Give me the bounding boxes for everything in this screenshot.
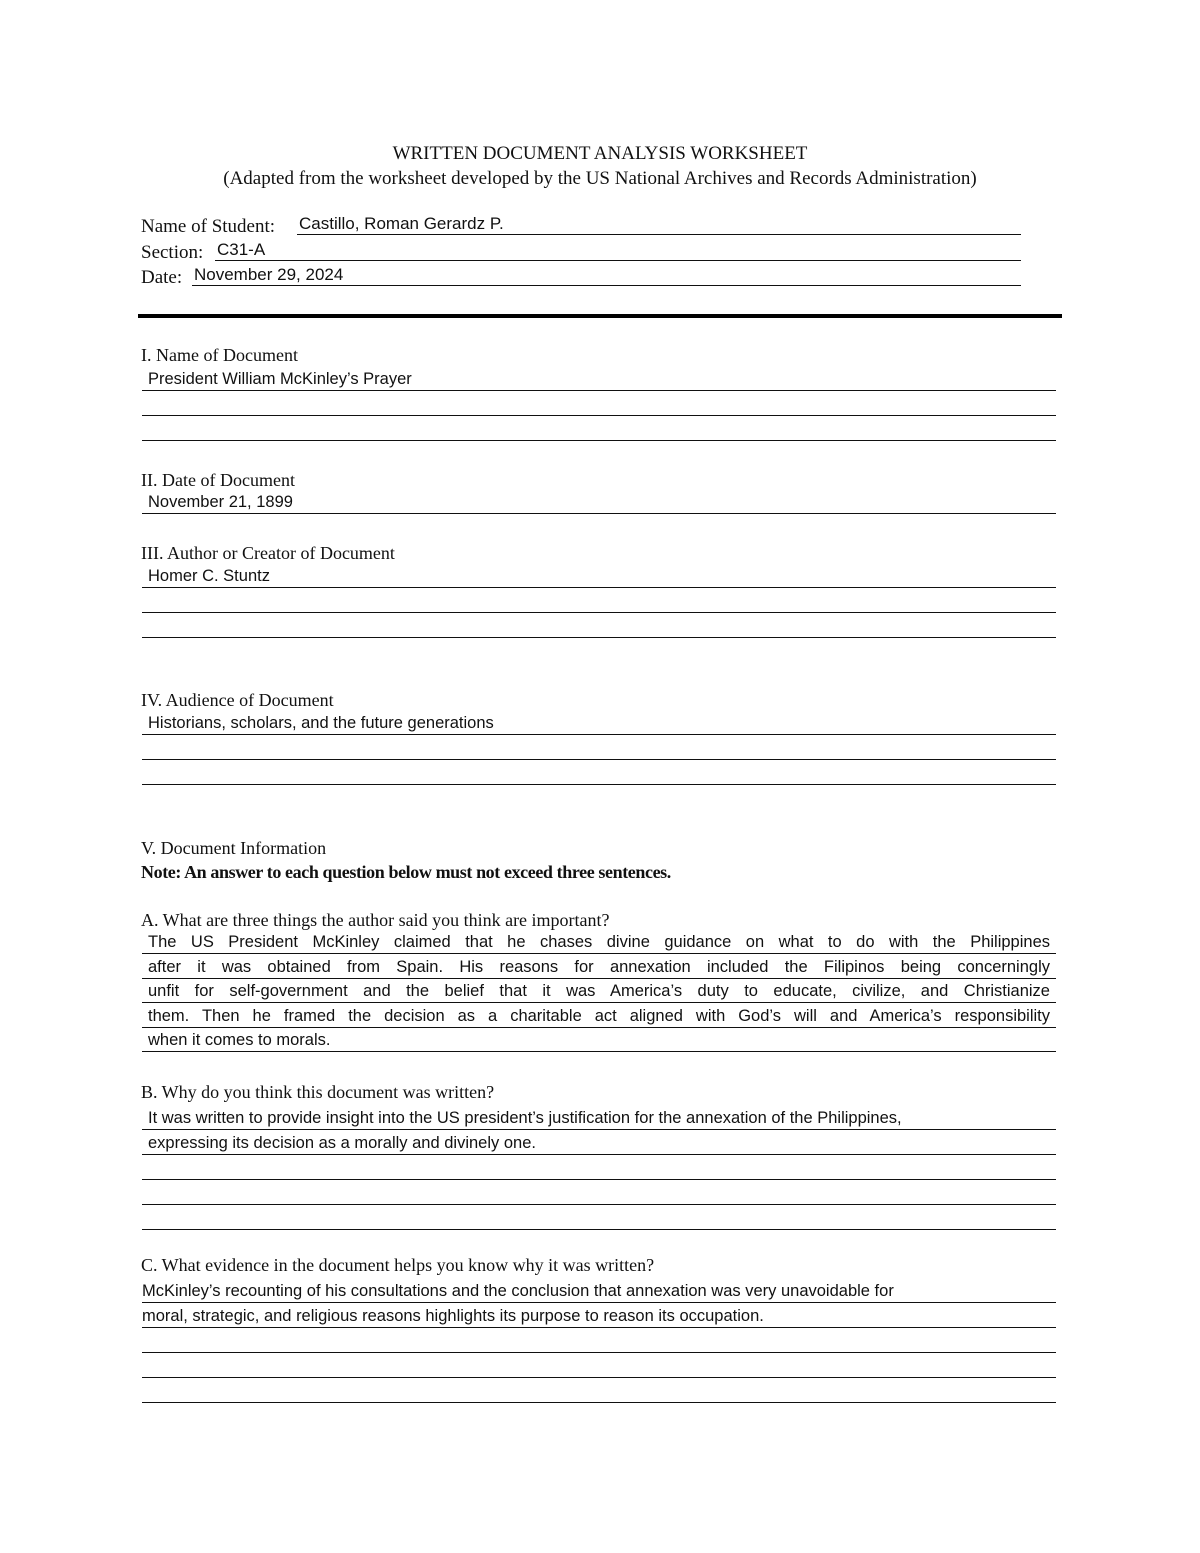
question-c-answer-line[interactable]	[142, 1355, 1056, 1378]
section-1-answer-line[interactable]	[142, 393, 1056, 416]
section-1-answer-line[interactable]	[142, 418, 1056, 441]
question-c-label: C. What evidence in the document helps you know why it was written?	[141, 1255, 655, 1275]
date-label: Date:	[141, 267, 183, 288]
student-name-label: Name of Student:	[141, 216, 276, 237]
header-divider	[138, 314, 1062, 318]
date-field[interactable]: November 29, 2024	[192, 265, 1021, 286]
student-name-field[interactable]: Castillo, Roman Gerardz P.	[297, 214, 1021, 235]
question-a-answer-line[interactable]: The US President McKinley claimed that he chases divine guidance on what to do with the Philippines	[142, 931, 1056, 954]
section-4-answer-line[interactable]	[142, 737, 1056, 760]
section-2-label: II. Date of Document	[141, 470, 295, 490]
question-b-answer-line[interactable]	[142, 1182, 1056, 1205]
question-a-answer-line[interactable]: unfit for self-government and the belief that it was America’s duty to educate, civilize, and Christianize	[142, 980, 1056, 1003]
worksheet-subtitle: (Adapted from the worksheet developed by the US National Archives and Records Administration)	[223, 168, 977, 189]
section-3-answer-line[interactable]	[142, 590, 1056, 613]
question-b-answer-line[interactable]	[142, 1207, 1056, 1230]
question-a-answer-line[interactable]: them. Then he framed the decision as a charitable act aligned with God’s will and America’s responsibility	[142, 1005, 1056, 1028]
section-4-answer-line[interactable]: Historians, scholars, and the future generations	[142, 712, 1056, 735]
section-field[interactable]: C31-A	[215, 240, 1021, 261]
section-1-answer-line[interactable]: President William McKinley’s Prayer	[142, 368, 1056, 391]
section-3-label: III. Author or Creator of Document	[141, 543, 395, 563]
question-b-answer-line[interactable]: expressing its decision as a morally and divinely one.	[142, 1132, 1056, 1155]
question-b-answer-line[interactable]: It was written to provide insight into the US president’s justification for the annexation of the Philippines,	[142, 1107, 1056, 1130]
question-c-answer-line[interactable]: McKinley’s recounting of his consultations and the conclusion that annexation was very unavoidable for	[142, 1280, 1056, 1303]
question-a-label: A. What are three things the author said you think are important?	[141, 910, 610, 930]
question-c-answer-line[interactable]: moral, strategic, and religious reasons highlights its purpose to reason its occupation.	[142, 1305, 1056, 1328]
section-5-label: V. Document Information	[141, 838, 327, 858]
question-b-answer-line[interactable]	[142, 1157, 1056, 1180]
question-b-label: B. Why do you think this document was written?	[141, 1082, 495, 1102]
section-1-label: I. Name of Document	[141, 345, 298, 365]
worksheet-title: WRITTEN DOCUMENT ANALYSIS WORKSHEET	[392, 143, 808, 164]
section-3-answer-line[interactable]: Homer C. Stuntz	[142, 565, 1056, 588]
question-a-answer-line[interactable]: when it comes to morals.	[142, 1029, 1056, 1052]
section-4-label: IV. Audience of Document	[141, 690, 334, 710]
question-a-answer-line[interactable]: after it was obtained from Spain. His reasons for annexation included the Filipinos being concerningly	[142, 956, 1056, 979]
section-2-answer-line[interactable]: November 21, 1899	[142, 491, 1056, 514]
section-4-answer-line[interactable]	[142, 762, 1056, 785]
question-c-answer-line[interactable]	[142, 1380, 1056, 1403]
question-c-answer-line[interactable]	[142, 1330, 1056, 1353]
section-label: Section:	[141, 242, 204, 263]
answer-length-note: Note: An answer to each question below must not exceed three sentences.	[141, 862, 671, 882]
section-3-answer-line[interactable]	[142, 615, 1056, 638]
